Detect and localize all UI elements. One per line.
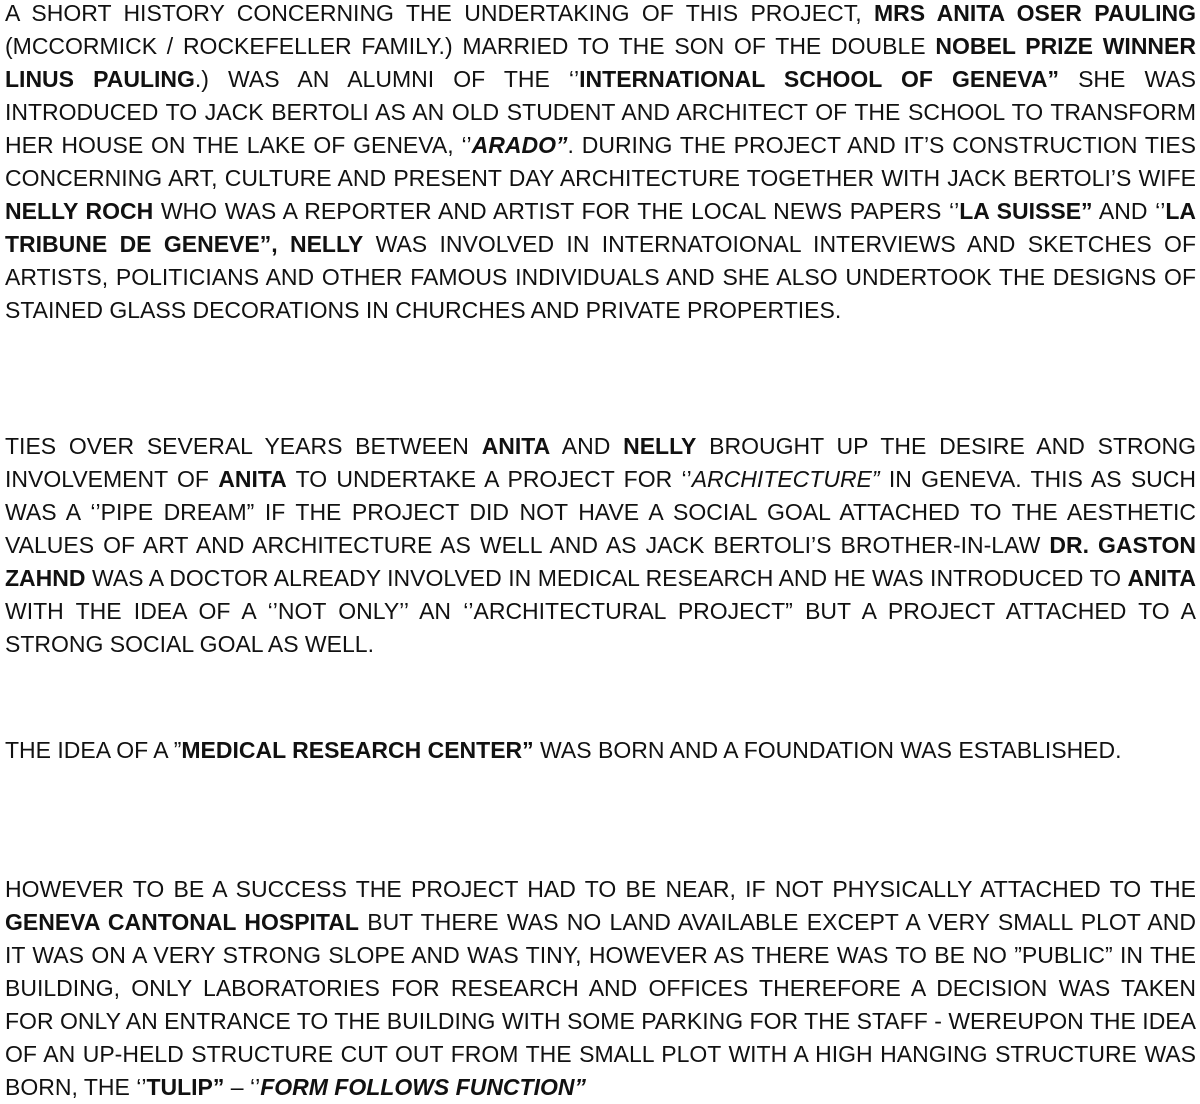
text-segment: NELLY	[623, 433, 697, 459]
text-segment: . DURING THE PROJECT AND IT’S CONSTRUCTION TIES CONCERNING ART, CULTURE AND PRESENT DAY ARCHITECTURE TOGETHER WITH JACK BERTOLI’S WIFE	[5, 132, 1196, 191]
text-segment: .) WAS AN ALUMNI OF THE ‘’	[194, 66, 580, 92]
text-segment: INTERNATIONAL SCHOOL OF GENEVA”	[579, 66, 1059, 92]
text-segment: WAS BORN AND A FOUNDATION WAS ESTABLISHED.	[533, 737, 1122, 763]
text-segment: NELLY ROCH	[5, 198, 154, 224]
text-segment: ARCHITECTURE”	[691, 466, 880, 492]
text-segment: TULIP”	[146, 1074, 225, 1100]
text-segment: SHE WAS INTRODUCED TO JACK BERTOLI AS AN OLD STUDENT AND ARCHITECT OF THE SCHOOL TO TRANSFORM HER HOUSE ON THE LAKE OF GENEVA, ‘’	[5, 66, 1197, 158]
text-segment: MEDICAL RESEARCH CENTER”	[181, 737, 534, 763]
paragraph-research-center	[5, 734, 1196, 767]
paragraph-hospital-site	[5, 873, 1196, 1104]
text-segment: LA SUISSE”	[959, 198, 1093, 224]
text-segment: (MCCORMICK / ROCKEFELLER FAMILY.) MARRIED TO THE SON OF THE DOUBLE	[5, 33, 936, 59]
text-segment: WAS A DOCTOR ALREADY INVOLVED IN MEDICAL RESEARCH AND HE WAS INTRODUCED TO	[85, 565, 1128, 591]
text-segment: ARADO”	[471, 132, 568, 158]
text-segment: A SHORT HISTORY CONCERNING THE UNDERTAKING OF THIS PROJECT,	[5, 0, 874, 26]
text-segment: AND	[550, 433, 624, 459]
text-segment: FORM FOLLOWS FUNCTION”	[260, 1074, 586, 1100]
text-segment: ANITA	[218, 466, 287, 492]
text-segment: BUT THERE WAS NO LAND AVAILABLE EXCEPT A VERY SMALL PLOT AND IT WAS ON A VERY STRONG SLOPE AND WAS TINY, HOWEVER AS THERE WAS TO BE NO ”PUBLIC” IN THE BUILDING, ONLY LABORATORIES FOR RESEARCH AND OFFICES THEREFORE A DECISION WAS TAKEN FOR ONLY AN ENTRANCE TO THE BUILDING WITH SOME PARKING FOR THE STAFF - WEREUPON THE IDEA OF AN UP-HELD STRUCTURE CUT OUT FROM THE SMALL PLOT WITH A HIGH HANGING STRUCTURE WAS BORN, THE ‘’	[5, 909, 1196, 1100]
text-segment: TO UNDERTAKE A PROJECT FOR ‘’	[286, 466, 692, 492]
text-segment: AND ‘’	[1092, 198, 1166, 224]
text-segment: DR. GASTON ZAHND	[5, 532, 1196, 591]
text-segment: LA TRIBUNE DE GENEVE”, NELLY	[5, 198, 1196, 257]
text-segment: ANITA	[481, 433, 551, 459]
text-segment: – ‘’	[224, 1074, 261, 1100]
text-segment: WAS INVOLVED IN INTERNATOIONAL INTERVIEWS AND SKETCHES OF ARTISTS, POLITICIANS AND OTHER FAMOUS INDIVIDUALS AND SHE ALSO UNDERTOOK THE DESIGNS OF STAINED GLASS DECORATIONS IN CHURCHES AND PRIVATE PROPERTIES.	[5, 231, 1196, 323]
text-segment: NOBEL PRIZE WINNER LINUS PAULING	[5, 33, 1196, 92]
text-segment: WITH THE IDEA OF A ‘’NOT ONLY’’ AN ‘’ARCHITECTURAL PROJECT” BUT A PROJECT ATTACHED TO A STRONG SOCIAL GOAL AS WELL.	[5, 598, 1196, 657]
text-segment: IN GENEVA. THIS AS SUCH WAS A ‘’PIPE DREAM” IF THE PROJECT DID NOT HAVE A SOCIAL GOAL ATTACHED TO THE AESTHETIC VALUES OF ART AND ARCHITECTURE AS WELL AND AS JACK BERTOLI’S BROTHER-IN-LAW	[5, 466, 1196, 558]
paragraph-ties	[5, 430, 1196, 661]
paragraph-history	[5, 0, 1196, 327]
text-segment: TIES OVER SEVERAL YEARS BETWEEN	[5, 433, 482, 459]
text-segment: GENEVA CANTONAL HOSPITAL	[5, 909, 359, 935]
text-segment: ANITA	[1127, 565, 1196, 591]
text-segment: HOWEVER TO BE A SUCCESS THE PROJECT HAD TO BE NEAR, IF NOT PHYSICALLY ATTACHED TO THE	[5, 876, 1196, 902]
text-segment: THE IDEA OF A ”	[5, 737, 182, 763]
text-segment: MRS ANITA OSER PAULING	[874, 0, 1196, 26]
text-segment: WHO WAS A REPORTER AND ARTIST FOR THE LOCAL NEWS PAPERS ‘’	[153, 198, 960, 224]
text-segment: BROUGHT UP THE DESIRE AND STRONG INVOLVEMENT OF	[5, 433, 1197, 492]
